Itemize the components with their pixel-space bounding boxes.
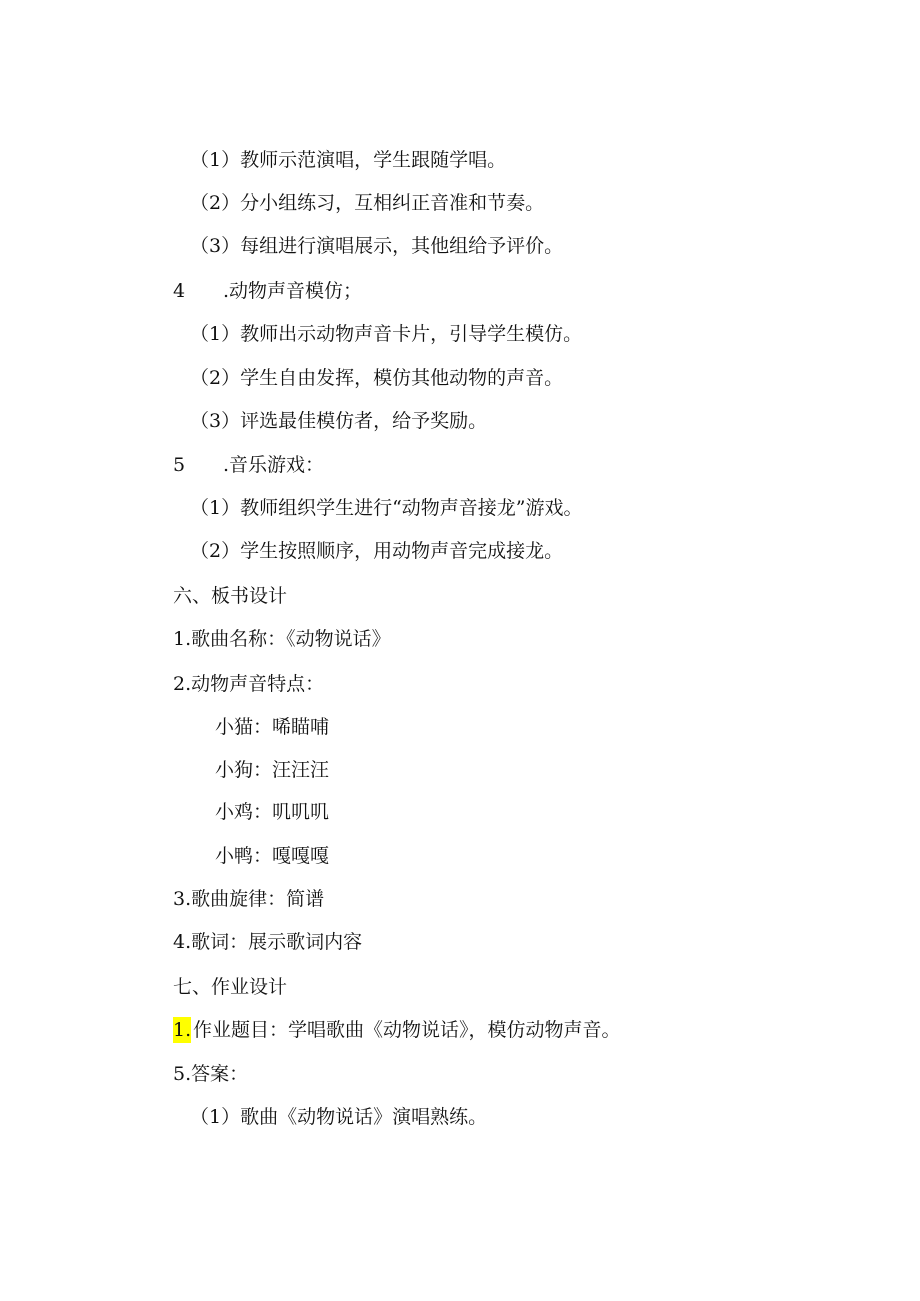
paragraph-line: 1.歌曲名称：《动物说话》: [173, 628, 391, 650]
animal-sound-line: 小鸡：叽叽叽: [215, 801, 330, 823]
list-heading: .动物声音模仿；: [223, 280, 363, 302]
list-heading: .音乐游戏：: [223, 454, 325, 476]
paragraph-line: （3）评选最佳模仿者，给予奖励。: [190, 410, 488, 432]
list-number: 5: [173, 454, 186, 476]
section-heading: 七、作业设计: [173, 976, 288, 998]
paragraph-line: （2）学生按照顺序，用动物声音完成接龙。: [190, 540, 564, 562]
paragraph-line: 5.答案：: [173, 1063, 249, 1085]
paragraph-line: （1）教师出示动物声音卡片，引导学生模仿。: [190, 323, 583, 345]
list-number: 4: [173, 280, 186, 302]
paragraph-line: （2）分小组练习，互相纠正音准和节奏。: [190, 192, 545, 214]
paragraph-line: （1）教师组织学生进行“动物声音接龙”游戏。: [190, 497, 583, 519]
paragraph-line: 4.歌词：展示歌词内容: [173, 931, 363, 953]
paragraph-line: （3）每组进行演唱展示，其他组给予评价。: [190, 235, 564, 257]
paragraph-line: （1）教师示范演唱，学生跟随学唱。: [190, 149, 507, 171]
section-heading: 六、板书设计: [173, 585, 288, 607]
paragraph-line: 作业题目：学唱歌曲《动物说话》，模仿动物声音。: [193, 1019, 621, 1041]
paragraph-line: 3.歌曲旋律：简谱: [173, 888, 325, 910]
highlighted-number: 1.: [173, 1019, 192, 1041]
animal-sound-line: 小猫：唏瞄哺: [215, 716, 330, 738]
paragraph-line: （1）歌曲《动物说话》演唱熟练。: [190, 1106, 488, 1128]
animal-sound-line: 小狗：汪汪汪: [215, 759, 330, 781]
paragraph-line: 2.动物声音特点：: [173, 673, 325, 695]
paragraph-line: （2）学生自由发挥，模仿其他动物的声音。: [190, 367, 564, 389]
animal-sound-line: 小鸭：嘎嘎嘎: [215, 845, 330, 867]
